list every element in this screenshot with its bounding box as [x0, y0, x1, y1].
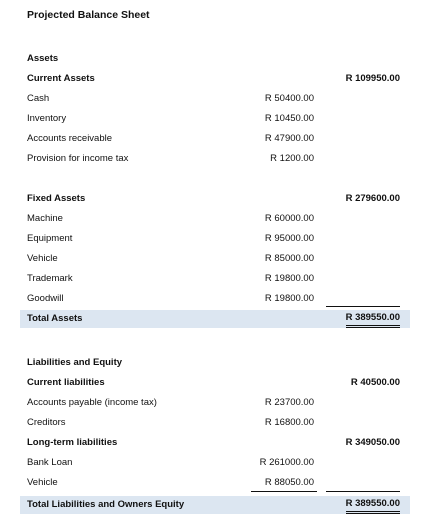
row-label: Machine [27, 213, 63, 224]
fixed-assets-total: R 279600.00 [345, 193, 400, 204]
table-row [20, 414, 410, 432]
current-assets-label: Current Assets [27, 73, 95, 84]
row-amount: R 1200.00 [270, 153, 314, 164]
row-label: Accounts payable (income tax) [27, 397, 157, 408]
total-liabilities-label: Total Liabilities and Owners Equity [27, 499, 185, 510]
row-label: Cash [27, 93, 50, 104]
liabilities-heading: Liabilities and Equity [27, 357, 123, 368]
current-liabilities-label: Current liabilities [27, 377, 105, 388]
table-row [20, 394, 410, 412]
current-liabilities-total: R 40500.00 [350, 377, 400, 388]
row-amount: R 19800.00 [264, 293, 314, 304]
table-row [20, 474, 410, 492]
total-liabilities-row [20, 496, 410, 514]
sheet-title: Projected Balance Sheet [27, 9, 150, 21]
assets-heading-row [20, 50, 410, 68]
total-rule [326, 306, 400, 307]
table-row [20, 454, 410, 472]
row-amount: R 95000.00 [264, 233, 314, 244]
row-label: Provision for income tax [27, 153, 129, 164]
liabilities-heading-row [20, 354, 410, 372]
row-amount: R 261000.00 [259, 457, 314, 468]
table-row [20, 270, 410, 288]
row-label: Accounts receivable [27, 133, 113, 144]
row-amount: R 50400.00 [264, 93, 314, 104]
subtotal-rule [251, 491, 317, 492]
row-label: Equipment [27, 233, 73, 244]
total-assets-row [20, 310, 410, 328]
longterm-liabilities-label: Long-term liabilities [27, 437, 118, 448]
total-liabilities-value: R 389550.00 [346, 496, 400, 514]
row-label: Vehicle [27, 477, 58, 488]
table-row [20, 210, 410, 228]
row-label: Vehicle [27, 253, 58, 264]
row-label: Trademark [27, 273, 73, 284]
longterm-liabilities-row [20, 434, 410, 452]
table-row [20, 230, 410, 248]
row-amount: R 60000.00 [264, 213, 314, 224]
row-amount: R 47900.00 [264, 133, 314, 144]
row-amount: R 88050.00 [264, 477, 314, 488]
row-amount: R 85000.00 [264, 253, 314, 264]
current-assets-row [20, 70, 410, 88]
total-assets-label: Total Assets [27, 313, 83, 324]
row-label: Inventory [27, 113, 67, 124]
row-amount: R 23700.00 [264, 397, 314, 408]
row-label: Bank Loan [27, 457, 73, 468]
table-row [20, 130, 410, 148]
row-amount: R 16800.00 [264, 417, 314, 428]
fixed-assets-label: Fixed Assets [27, 193, 86, 204]
total-rule [326, 491, 400, 492]
table-row [20, 90, 410, 108]
row-amount: R 19800.00 [264, 273, 314, 284]
current-assets-total: R 109950.00 [345, 73, 400, 84]
longterm-liabilities-total: R 349050.00 [345, 437, 400, 448]
fixed-assets-row [20, 190, 410, 208]
assets-heading: Assets [27, 53, 59, 64]
table-row [20, 250, 410, 268]
table-row [20, 110, 410, 128]
row-label: Creditors [27, 417, 66, 428]
current-liabilities-row [20, 374, 410, 392]
table-row [20, 150, 410, 168]
row-label: Goodwill [27, 293, 64, 304]
row-amount: R 10450.00 [264, 113, 314, 124]
total-assets-value: R 389550.00 [346, 310, 400, 328]
